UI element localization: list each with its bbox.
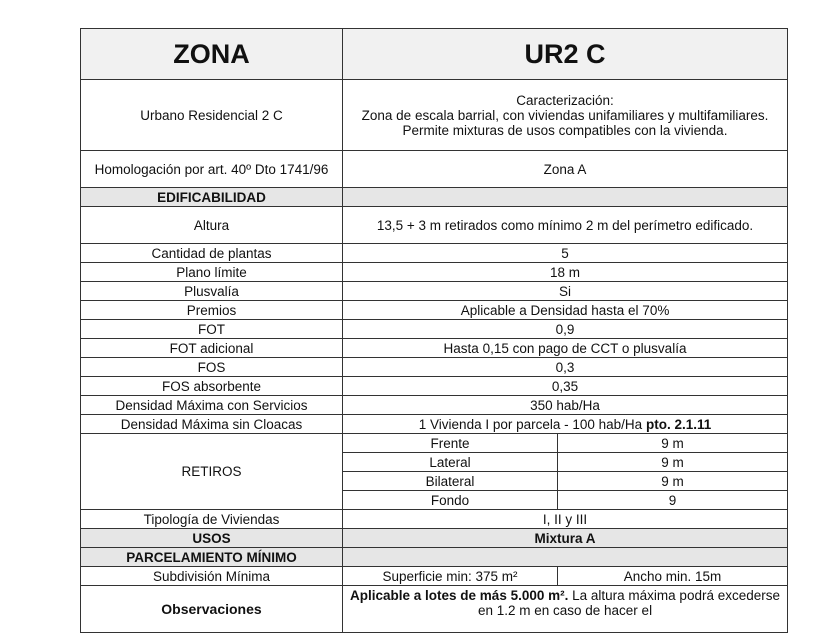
row-label: FOS: [81, 358, 343, 377]
usos-label: USOS: [81, 529, 343, 548]
row-label: Plusvalía: [81, 282, 343, 301]
section-spacer: [343, 548, 788, 567]
tipologia-row: [81, 510, 788, 529]
table-row: [81, 282, 788, 301]
caracterizacion-row: [81, 80, 788, 151]
homologacion-label: Homologación por art. 40º Dto 1741/96: [81, 151, 343, 188]
superficie-value: Superficie min: 375 m²: [343, 567, 558, 586]
retiro-name: Bilateral: [343, 472, 558, 491]
table-row: [81, 244, 788, 263]
section-spacer: [343, 188, 788, 207]
homologacion-value: Zona A: [343, 151, 788, 188]
row-label: Altura: [81, 207, 343, 244]
retiro-name: Fondo: [343, 491, 558, 510]
subdivision-row: [81, 567, 788, 586]
observaciones-label: Observaciones: [81, 586, 343, 633]
observaciones-row: [81, 586, 788, 633]
tipologia-label: Tipología de Viviendas: [81, 510, 343, 529]
row-value: 0,9: [343, 320, 788, 339]
table-row: [81, 339, 788, 358]
retiro-value: 9 m: [558, 434, 788, 453]
row-value: 350 hab/Ha: [343, 396, 788, 415]
row-value: [343, 415, 788, 434]
usos-row: [81, 529, 788, 548]
row-label: Densidad Máxima con Servicios: [81, 396, 343, 415]
row-value: 13,5 + 3 m retirados como mínimo 2 m del perímetro edificado.: [343, 207, 788, 244]
table-row: [81, 358, 788, 377]
table-row: [81, 320, 788, 339]
row-value: 18 m: [343, 263, 788, 282]
parcelamiento-title: PARCELAMIENTO MÍNIMO: [81, 548, 343, 567]
ancho-value: Ancho min. 15m: [558, 567, 788, 586]
observaciones-bold-text: Aplicable a lotes de más 5.000 m².: [350, 588, 569, 603]
row-value: 0,35: [343, 377, 788, 396]
sin-cloacas-value: 1 Vivienda I por parcela - 100 hab/Ha: [418, 416, 643, 432]
table-row: [81, 207, 788, 244]
caracterizacion-text: Zona de escala barrial, con viviendas unifamiliares y multifamiliares. Permite mixturas de usos compatibles con la vivienda.: [361, 107, 769, 138]
edificabilidad-title: EDIFICABILIDAD: [81, 188, 343, 207]
zoning-document: [80, 28, 787, 633]
row-label: Premios: [81, 301, 343, 320]
retiros-label: RETIROS: [81, 434, 343, 510]
retiro-value: 9 m: [558, 472, 788, 491]
header-row: [81, 29, 788, 80]
usos-value-bold: A: [585, 530, 596, 546]
observaciones-text: La altura máxima podrá excederse en 1.2 m en caso de hacer el: [477, 588, 780, 618]
retiro-name: Lateral: [343, 453, 558, 472]
tipologia-value: I, II y III: [343, 510, 788, 529]
row-value: Si: [343, 282, 788, 301]
row-value: 5: [343, 244, 788, 263]
row-value: 0,3: [343, 358, 788, 377]
zone-label: ZONA: [81, 29, 343, 80]
zone-type-label: Urbano Residencial 2 C: [81, 80, 343, 151]
table-row: [81, 301, 788, 320]
caracterizacion-cell: [343, 80, 788, 151]
caracterizacion-title: Caracterización:: [516, 92, 614, 108]
row-label: FOT adicional: [81, 339, 343, 358]
table-row: [81, 263, 788, 282]
row-label: Densidad Máxima sin Cloacas: [81, 415, 343, 434]
retiros-row: [81, 434, 788, 453]
row-label: Plano límite: [81, 263, 343, 282]
retiro-name: Frente: [343, 434, 558, 453]
table-row: [81, 396, 788, 415]
sin-cloacas-ref: pto. 2.1.11: [645, 416, 712, 432]
row-label: FOT: [81, 320, 343, 339]
retiro-value: 9: [558, 491, 788, 510]
subdivision-label: Subdivisión Mínima: [81, 567, 343, 586]
homologacion-row: [81, 151, 788, 188]
observaciones-cell: [343, 586, 788, 633]
edificabilidad-section-row: [81, 188, 788, 207]
row-value: Aplicable a Densidad hasta el 70%: [343, 301, 788, 320]
usos-value-prefix: Mixtura: [534, 530, 583, 546]
table-row: [81, 415, 788, 434]
zoning-table: [80, 28, 788, 633]
row-value: Hasta 0,15 con pago de CCT o plusvalía: [343, 339, 788, 358]
zone-value: UR2 C: [343, 29, 788, 80]
usos-value: [343, 529, 788, 548]
row-label: Cantidad de plantas: [81, 244, 343, 263]
row-label: FOS absorbente: [81, 377, 343, 396]
table-row: [81, 377, 788, 396]
parcelamiento-section-row: [81, 548, 788, 567]
retiro-value: 9 m: [558, 453, 788, 472]
